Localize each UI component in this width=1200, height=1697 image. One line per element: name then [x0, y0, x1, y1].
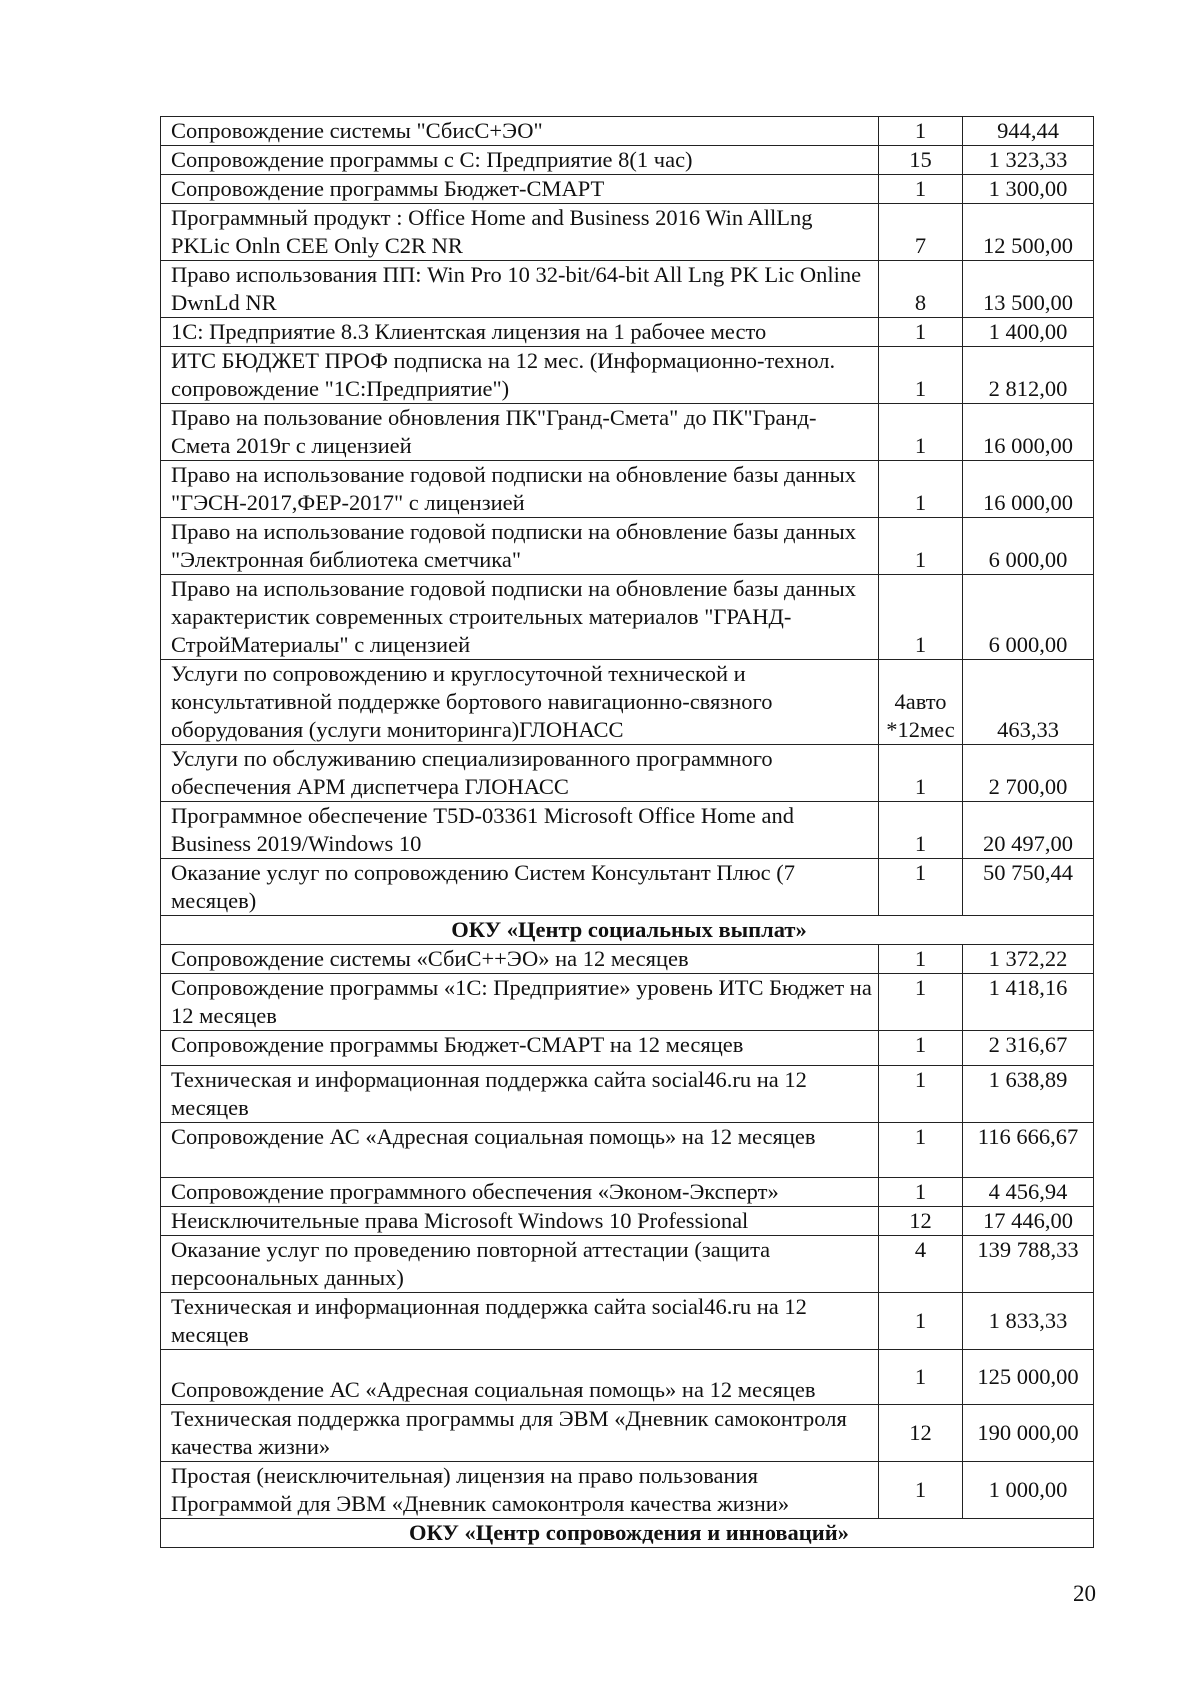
item-quantity-cell: 1: [879, 404, 963, 461]
table-row: [161, 974, 1094, 1031]
item-price-cell: 139 788,33: [963, 1236, 1094, 1293]
item-quantity-cell: 7: [879, 204, 963, 261]
item-price-cell: 1 833,33: [963, 1293, 1094, 1350]
item-quantity-cell: 12: [879, 1405, 963, 1462]
item-name-cell: Сопровождение программного обеспечения «Эконом-Эксперт»: [161, 1178, 879, 1207]
item-quantity-cell: 1: [879, 318, 963, 347]
item-price-cell: 6 000,00: [963, 575, 1094, 660]
item-quantity-cell: 1: [879, 575, 963, 660]
table-row: [161, 117, 1094, 146]
table-row: [161, 518, 1094, 575]
item-price-cell: 190 000,00: [963, 1405, 1094, 1462]
item-name-cell: ИТС БЮДЖЕТ ПРОФ подписка на 12 мес. (Информационно-технол. сопровождение "1С:Предприятие"): [161, 347, 879, 404]
item-name-cell: Оказание услуг по проведению повторной аттестации (защита персоональных данных): [161, 1236, 879, 1293]
item-quantity-cell: 1: [879, 802, 963, 859]
table-row: [161, 575, 1094, 660]
section-title: ОКУ «Центр социальных выплат»: [161, 916, 1094, 945]
table-row: [161, 745, 1094, 802]
item-quantity-cell: 1: [879, 1066, 963, 1123]
item-name-cell: Оказание услуг по сопровождению Систем Консультант Плюс (7 месяцев): [161, 859, 879, 916]
item-price-cell: 17 446,00: [963, 1207, 1094, 1236]
item-quantity-cell: 1: [879, 1462, 963, 1519]
table-row: [161, 261, 1094, 318]
item-quantity-cell: 1: [879, 1178, 963, 1207]
item-name-cell: Техническая и информационная поддержка сайта social46.ru на 12 месяцев: [161, 1066, 879, 1123]
item-name-cell: Неисключительные права Microsoft Windows 10 Professional: [161, 1207, 879, 1236]
item-quantity-cell: 1: [879, 1293, 963, 1350]
item-name-cell: Сопровождение программы с С: Предприятие 8(1 час): [161, 146, 879, 175]
item-quantity-cell: 1: [879, 974, 963, 1031]
item-price-cell: 16 000,00: [963, 461, 1094, 518]
section-header-row: [161, 916, 1094, 945]
table-row: [161, 461, 1094, 518]
table-row: [161, 1178, 1094, 1207]
page-number: 20: [1073, 1581, 1096, 1606]
services-table-body: [161, 117, 1094, 1548]
table-row: [161, 347, 1094, 404]
item-price-cell: 1 400,00: [963, 318, 1094, 347]
item-price-cell: 6 000,00: [963, 518, 1094, 575]
item-price-cell: 12 500,00: [963, 204, 1094, 261]
table-row: [161, 175, 1094, 204]
item-price-cell: 4 456,94: [963, 1178, 1094, 1207]
item-quantity-cell: 4: [879, 1236, 963, 1293]
item-quantity-cell: 1: [879, 745, 963, 802]
item-quantity-cell: 1: [879, 1350, 963, 1405]
item-name-cell: Программное обеспечение T5D-03361 Microsoft Office Home and Business 2019/Windows 10: [161, 802, 879, 859]
section-title: ОКУ «Центр сопровождения и инноваций»: [161, 1519, 1094, 1548]
item-price-cell: 1 300,00: [963, 175, 1094, 204]
table-row: [161, 1207, 1094, 1236]
table-row: [161, 1462, 1094, 1519]
item-price-cell: 125 000,00: [963, 1350, 1094, 1405]
item-quantity-cell: 1: [879, 117, 963, 146]
item-name-cell: Сопровождение АС «Адресная социальная помощь» на 12 месяцев: [161, 1123, 879, 1178]
item-name-cell: Право на использование годовой подписки на обновление базы данных "Электронная библиотека сметчика": [161, 518, 879, 575]
item-price-cell: 944,44: [963, 117, 1094, 146]
table-row: [161, 204, 1094, 261]
item-name-cell: Услуги по обслуживанию специализированного программного обеспечения АРМ диспетчера ГЛОНАСС: [161, 745, 879, 802]
item-quantity-cell: 1: [879, 1123, 963, 1178]
item-quantity-cell: 1: [879, 347, 963, 404]
item-price-cell: 1 372,22: [963, 945, 1094, 974]
item-quantity-cell: 1: [879, 945, 963, 974]
table-row: [161, 318, 1094, 347]
item-price-cell: 1 418,16: [963, 974, 1094, 1031]
item-price-cell: 20 497,00: [963, 802, 1094, 859]
table-row: [161, 945, 1094, 974]
table-row: [161, 1031, 1094, 1066]
item-price-cell: 463,33: [963, 660, 1094, 745]
item-quantity-cell: 1: [879, 859, 963, 916]
item-name-cell: Право на использование годовой подписки на обновление базы данных "ГЭСН-2017,ФЕР-2017" с лицензией: [161, 461, 879, 518]
item-name-cell: Сопровождение программы Бюджет-СМАРТ: [161, 175, 879, 204]
item-quantity-cell: 1: [879, 1031, 963, 1066]
table-row: [161, 802, 1094, 859]
item-quantity-cell: 1: [879, 461, 963, 518]
item-price-cell: 2 700,00: [963, 745, 1094, 802]
item-name-cell: Сопровождение системы «СбиС++ЭО» на 12 месяцев: [161, 945, 879, 974]
item-price-cell: 50 750,44: [963, 859, 1094, 916]
item-name-cell: Программный продукт : Office Home and Business 2016 Win AllLng PKLic Onln CEE Only C2R NR: [161, 204, 879, 261]
item-quantity-cell: 1: [879, 518, 963, 575]
item-name-cell: Услуги по сопровождению и круглосуточной технической и консультативной поддержке бортового навигационно-связного оборудования (услуги мониторинга)ГЛОНАСС: [161, 660, 879, 745]
item-quantity-cell: 1: [879, 175, 963, 204]
table-row: [161, 1066, 1094, 1123]
item-price-cell: 16 000,00: [963, 404, 1094, 461]
item-name-cell: Техническая и информационная поддержка сайта social46.ru на 12 месяцев: [161, 1293, 879, 1350]
item-quantity-cell: 8: [879, 261, 963, 318]
item-name-cell: Сопровождение системы "СбисС+ЭО": [161, 117, 879, 146]
item-price-cell: 1 323,33: [963, 146, 1094, 175]
item-name-cell: Сопровождение программы «1С: Предприятие» уровень ИТС Бюджет на 12 месяцев: [161, 974, 879, 1031]
item-price-cell: 2 812,00: [963, 347, 1094, 404]
item-price-cell: 1 638,89: [963, 1066, 1094, 1123]
table-row: [161, 660, 1094, 745]
item-quantity-cell: 4авто *12мес: [879, 660, 963, 745]
item-name-cell: Право на использование годовой подписки на обновление базы данных характеристик современных строительных материалов "ГРАНД-СтройМатериалы" с лицензией: [161, 575, 879, 660]
item-price-cell: 116 666,67: [963, 1123, 1094, 1178]
item-name-cell: Сопровождение программы Бюджет-СМАРТ на 12 месяцев: [161, 1031, 879, 1066]
item-name-cell: 1С: Предприятие 8.3 Клиентская лицензия на 1 рабочее место: [161, 318, 879, 347]
table-row: [161, 1405, 1094, 1462]
section-header-row: [161, 1519, 1094, 1548]
table-row: [161, 1350, 1094, 1405]
item-name-cell: Простая (неисключительная) лицензия на право пользования Программой для ЭВМ «Дневник самоконтроля качества жизни»: [161, 1462, 879, 1519]
item-quantity-cell: 12: [879, 1207, 963, 1236]
item-quantity-cell: 15: [879, 146, 963, 175]
item-price-cell: 2 316,67: [963, 1031, 1094, 1066]
table-row: [161, 859, 1094, 916]
table-row: [161, 1123, 1094, 1178]
table-row: [161, 404, 1094, 461]
table-row: [161, 146, 1094, 175]
item-price-cell: 1 000,00: [963, 1462, 1094, 1519]
item-name-cell: Право использования ПП: Win Pro 10 32-bit/64-bit All Lng PK Lic Online DwnLd NR: [161, 261, 879, 318]
item-name-cell: Право на пользование обновления ПК"Гранд-Смета" до ПК"Гранд-Смета 2019г с лицензией: [161, 404, 879, 461]
item-name-cell: Техническая поддержка программы для ЭВМ «Дневник самоконтроля качества жизни»: [161, 1405, 879, 1462]
table-row: [161, 1236, 1094, 1293]
services-table: [160, 116, 1094, 1548]
item-name-cell: Сопровождение АС «Адресная социальная помощь» на 12 месяцев: [161, 1350, 879, 1405]
table-row: [161, 1293, 1094, 1350]
item-price-cell: 13 500,00: [963, 261, 1094, 318]
